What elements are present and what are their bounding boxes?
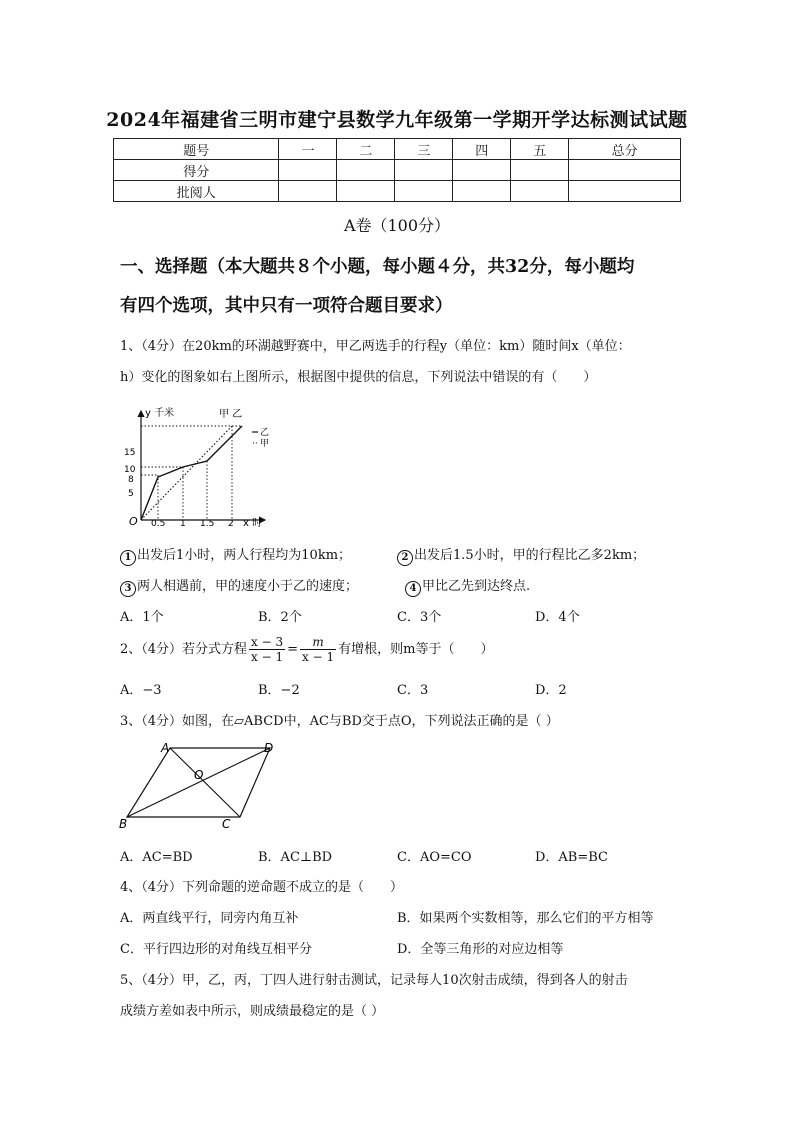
table-row <box>114 160 681 181</box>
vertex-d: D <box>264 741 274 755</box>
section-heading: 一、选择题（本大题共８个小题，每小题４分，共32分，每小题均 <box>120 257 635 277</box>
q1-statement-2 <box>397 544 645 566</box>
y-tick: 10 <box>124 465 136 475</box>
table-cell: 得分 <box>114 160 279 181</box>
table-cell <box>511 181 569 202</box>
q4-stem: 4、（4分）下列命题的逆命题不成立的是（ ） <box>120 880 404 895</box>
q1-statement-1 <box>120 544 351 566</box>
point-o: O <box>194 768 204 782</box>
statement-text: 出发后1小时，两人行程均为10km； <box>137 548 352 563</box>
y-axis-label: y 千米 <box>145 408 175 419</box>
statement-text: 两人相遇前，甲的速度小于乙的速度； <box>137 579 359 594</box>
table-cell: 二 <box>337 139 395 160</box>
q2-option-a[interactable]: A．−3 <box>120 683 162 698</box>
series-yi-line <box>141 426 242 520</box>
q2-option-b[interactable]: B．−2 <box>258 683 300 698</box>
equals-sign: = <box>287 642 299 657</box>
series-jia-line <box>141 426 232 520</box>
vertex-c: C <box>222 817 231 831</box>
table-row <box>114 181 681 202</box>
q1-stem: 1、（4分）在20km的环湖越野赛中，甲乙两选手的行程y（单位：km）随时间x（单位： <box>120 339 631 354</box>
vertex-b: B <box>119 817 128 831</box>
table-cell <box>279 160 337 181</box>
table-cell: 四 <box>453 139 511 160</box>
legend-yi: 乙 <box>260 428 270 438</box>
q2-option-d[interactable]: D．2 <box>535 683 567 698</box>
x-tick: 0.5 <box>151 519 166 528</box>
table-cell: 批阅人 <box>114 181 279 202</box>
q3-option-a[interactable]: A．AC=BD <box>120 850 193 865</box>
page-title: 2024年福建省三明市建宁县数学九年级第一学期开学达标测试试题 <box>106 109 688 131</box>
q4-option-b[interactable]: B．如果两个实数相等，那么它们的平方相等 <box>397 911 654 926</box>
table-cell: 一 <box>279 139 337 160</box>
table-row <box>114 139 681 160</box>
q2-prefix: 2、（4分）若分式方程 <box>120 642 248 657</box>
q1-graph <box>115 403 275 528</box>
diagonal-ac <box>170 748 240 817</box>
q5-stem: 5、（4分）甲，乙，丙，丁四人进行射击测试，记录每人10次射击成绩，得到各人的射击 <box>120 973 628 988</box>
score-table <box>113 138 681 202</box>
section-heading-cont: 有四个选项，其中只有一项符合题目要求） <box>120 296 453 316</box>
table-cell <box>279 181 337 202</box>
denominator: x − 1 <box>251 650 284 664</box>
table-cell <box>453 160 511 181</box>
q1-option-b[interactable]: B．2个 <box>258 610 302 625</box>
statement-text: 甲比乙先到达终点. <box>422 579 531 594</box>
legend-jia: 甲 <box>260 439 270 449</box>
fraction <box>300 635 336 664</box>
table-cell <box>395 181 453 202</box>
q1-option-a[interactable]: A．1个 <box>120 610 164 625</box>
q2-stem <box>120 635 493 664</box>
q3-option-b[interactable]: B．AC⊥BD <box>258 850 333 865</box>
q3-stem: 3、（4分）如图，在▱ABCD中，AC与BD交于点O，下列说法正确的是（ ） <box>120 714 559 729</box>
numerator: m <box>300 635 336 650</box>
q2-option-c[interactable]: C．3 <box>397 683 429 698</box>
statement-text: 出发后1.5小时，甲的行程比乙多2km； <box>414 548 646 563</box>
table-cell: 题号 <box>114 139 279 160</box>
table-cell <box>395 160 453 181</box>
q3-parallelogram-figure <box>115 738 285 833</box>
table-cell <box>337 160 395 181</box>
circle-number: 4 <box>405 581 421 597</box>
denominator: x − 1 <box>302 650 335 664</box>
table-cell: 总分 <box>569 139 681 160</box>
table-cell <box>569 181 681 202</box>
x-axis-label: x 时 <box>243 518 263 528</box>
graph-top-labels: 甲 乙 <box>219 409 243 420</box>
q2-suffix: 有增根，则m等于（ ） <box>338 642 494 657</box>
q1-option-c[interactable]: C．3个 <box>397 610 442 625</box>
q1-stem-cont: h）变化的图象如右上图所示，根据图中提供的信息，下列说法中错误的有（ ） <box>120 370 597 385</box>
x-tick: 2 <box>228 519 234 528</box>
y-tick: 5 <box>128 489 134 499</box>
q1-statement-4 <box>405 575 530 597</box>
circle-number: 1 <box>120 550 136 566</box>
circle-number: 2 <box>397 550 413 566</box>
x-tick: 1 <box>180 519 186 528</box>
numerator: x − 3 <box>251 635 284 649</box>
q3-option-c[interactable]: C．AO=CO <box>397 850 472 865</box>
q5-stem-cont: 成绩方差如表中所示，则成绩最稳定的是（ ） <box>120 1004 385 1019</box>
table-cell <box>337 181 395 202</box>
q3-option-d[interactable]: D．AB=BC <box>535 850 608 865</box>
circle-number: 3 <box>120 581 136 597</box>
table-cell: 三 <box>395 139 453 160</box>
volume-heading: A卷（100分） <box>343 216 451 235</box>
q4-option-c[interactable]: C．平行四边形的对角线互相平分 <box>120 942 312 957</box>
table-cell <box>511 160 569 181</box>
vertex-a: A <box>161 741 170 755</box>
q4-option-d[interactable]: D．全等三角形的对应边相等 <box>397 942 564 957</box>
y-tick: 15 <box>124 448 136 458</box>
q1-option-d[interactable]: D．4个 <box>535 610 580 625</box>
q4-option-a[interactable]: A．两直线平行，同旁内角互补 <box>120 911 299 926</box>
q1-statement-3 <box>120 575 358 597</box>
legend-jia-swatch: ·· <box>252 439 258 449</box>
table-cell <box>569 160 681 181</box>
y-tick: 8 <box>128 475 134 485</box>
fraction <box>249 635 285 664</box>
origin-label: O <box>129 515 138 528</box>
table-cell <box>453 181 511 202</box>
x-tick: 1.5 <box>200 519 215 528</box>
table-cell: 五 <box>511 139 569 160</box>
